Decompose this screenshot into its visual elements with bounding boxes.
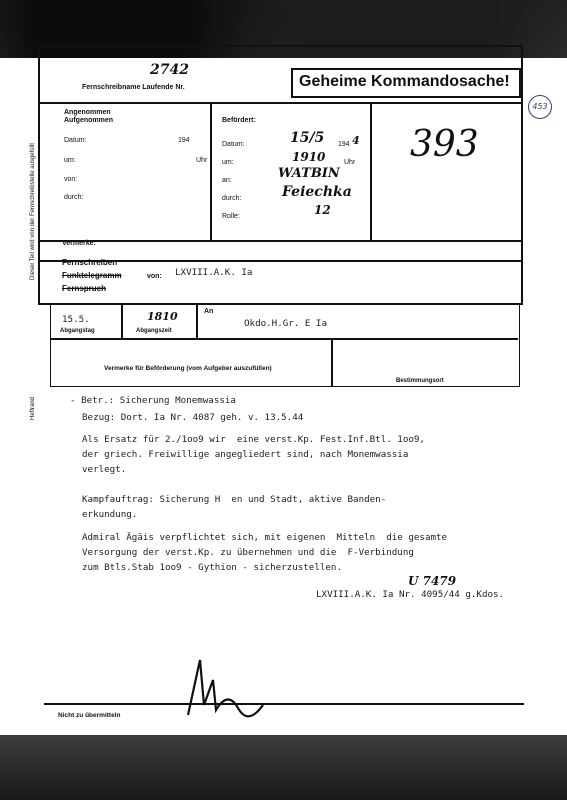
recipient-value: Okdo.H.Gr. E Ia [244,318,327,329]
received-um-label: um: [64,157,76,164]
forwarded-um-value: 1910 [292,150,326,164]
handwritten-number: U 7479 [408,574,457,588]
heftrand-label: Heftrand [30,396,36,420]
signature-scribble [168,650,268,725]
fernschreib-label: Fernschreibname Laufende Nr. [82,84,185,91]
stamp-number: 2742 [150,62,189,78]
forwarded-an-label: an: [222,177,232,184]
forwarded-year: 194 [338,141,350,148]
befoerdert-label: Befördert: [222,117,256,124]
type-von-label: von: [147,273,162,280]
forwarded-datum-value: 15/5 [290,130,325,146]
body-line: Versorgung der verst.Kp. zu übernehmen und die F-Verbindung [82,547,414,558]
body-line: Als Ersatz für 2./1oo9 wir eine verst.Kp. Fest.Inf.Btl. 1oo9, [82,434,425,445]
secret-stamp: Geheime Kommandosache! [291,68,521,98]
vermerke-label: Vermerke: [62,240,96,247]
body-line: Admiral Ägäis verpflichtet sich, mit eigenen Mitteln die gesamte [82,532,448,543]
dispatch-date-label: Abgangstag [60,328,95,334]
forwarded-rolle-value: 12 [314,203,331,217]
dispatch-date: 15.5. [62,314,90,325]
subject-line: - Betr.: Sicherung Monemwassia [70,395,236,406]
forwarded-um-label: um: [222,159,234,166]
body-line: der griech. Freiwillige angegliedert sind, nach Monemwassia [82,449,409,460]
received-datum-label: Datum: [64,137,87,144]
side-note: Dieser Teil wird von der Fernschreibstelle ausgefüllt [30,143,36,280]
forwarded-year-hand: 4 [352,134,360,147]
body-line: Kampfauftrag: Sicherung H en und Stadt, aktive Banden- [82,494,387,505]
dispatch-time: 1810 [147,310,178,323]
dispatch-time-label: Abgangszeit [136,328,172,334]
big-number: 393 [410,124,479,165]
forwarded-uhr: Uhr [344,159,356,166]
body-line: zum Btls.Stab 1oo9 - Gythion - sicherzustellen. [82,562,342,573]
received-year: 194 [178,137,190,144]
vermerke-befoerderung: Vermerke für Beförderung (vom Aufgeber auszufüllen) [104,365,272,372]
forwarded-durch-label: durch: [222,195,242,202]
scan-noise-bottom [0,735,567,800]
bestimmungsort-label: Bestimmungsort [396,378,444,384]
received-uhr: Uhr [196,157,208,164]
body-line: erkundung. [82,509,138,520]
forwarded-datum-label: Datum: [222,141,245,148]
fernschreiben-label: Fernschreiben [62,258,118,267]
fernspruch-label: Fernspruch [62,284,107,293]
aufgenommen-label: Aufgenommen [64,117,113,124]
angenommen-label: Angenommen [64,109,111,116]
funktelegramm-label: Funktelegramm [62,271,122,280]
received-durch-label: durch: [64,194,84,201]
dispatch-an-label: An [204,308,214,315]
sender-value: LXVIII.A.K. Ia [175,267,253,278]
forwarded-durch-value: Feiechka [282,184,352,200]
signature-line: LXVIII.A.K. Ia Nr. 4095/44 g.Kdos. [316,589,505,600]
forwarded-rolle-label: Rolle: [222,213,240,220]
received-von-label: von: [64,176,78,183]
forwarded-an-value: WATBIN [278,166,340,181]
nicht-uebermitteln: Nicht zu übermitteln [58,712,121,719]
body-line: verlegt. [82,464,127,475]
reference-line: Bezug: Dort. Ia Nr. 4087 geh. v. 13.5.44 [82,412,304,423]
circle-number: 453 [528,95,552,119]
